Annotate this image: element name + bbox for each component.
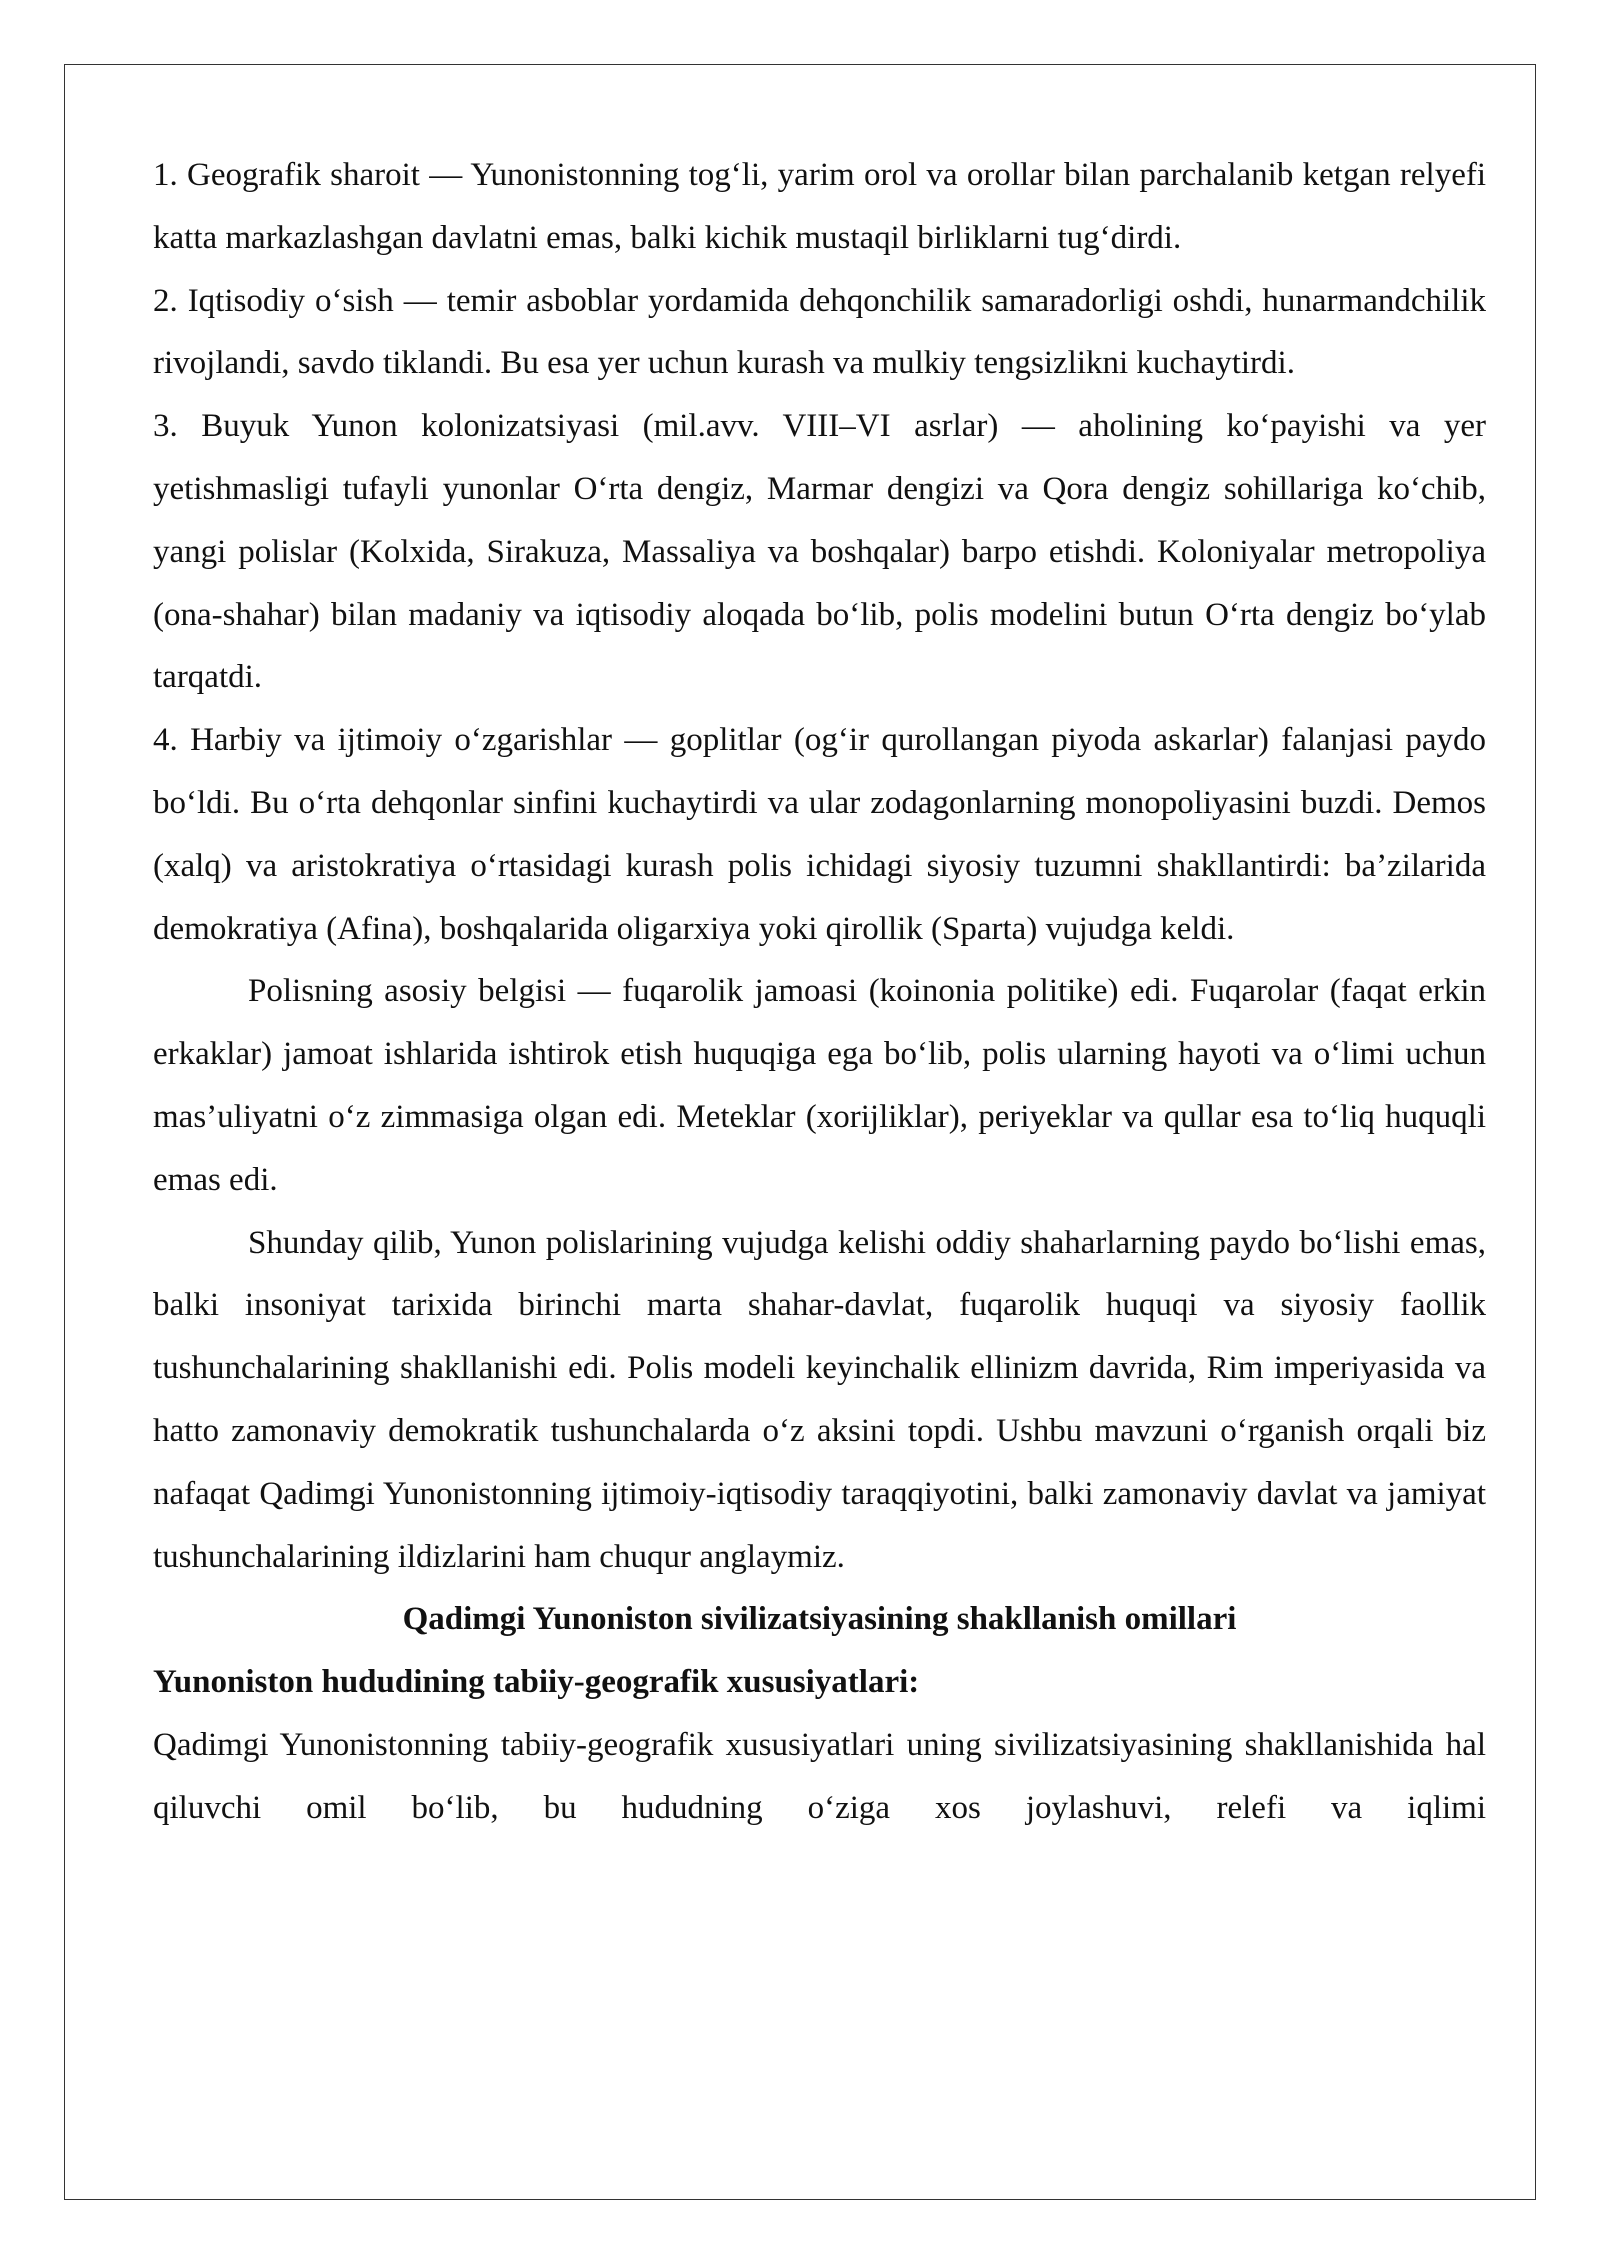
section-title: Qadimgi Yunoniston sivilizatsiyasining shakllanish omillari xyxy=(402,1601,1237,1638)
paragraph-military-social-changes: 4. Harbiy va ijtimoiy o‘zgarishlar — goplitlar (og‘ir qurollangan piyoda askarlar) falanjasi paydo bo‘ldi. Bu o‘rta dehqonlar sinfini kuchaytirdi va ular zodagonlarning monopoliyasini buzdi. Demos (xalq) va aristokratiya o‘rtasidagi kurash polis ichidagi siyosiy tuzumni shakllantirdi: ba’zilarida demokratiya (Afina), boshqalarida oligarxiya yoki qirollik (Sparta) vujudga keldi. xyxy=(153,722,1486,947)
paragraph-geographic-conditions: 1. Geografik sharoit — Yunonistonning tog‘li, yarim orol va orollar bilan parchalanib ketgan relyefi katta markazlashgan davlatni emas, balki kichik mustaqil birliklarni tug‘dirdi. xyxy=(153,157,1486,256)
paragraph-natural-geography: Qadimgi Yunonistonning tabiiy-geografik xususiyatlari uning sivilizatsiyasining shakllanishida hal qiluvchi omil bo‘lib, bu hududning o‘ziga xos joylashuvi, relefi va iqlimi xyxy=(153,1726,1486,1826)
paragraph-citizen-community: Polisning asosiy belgisi — fuqarolik jamoasi (koinonia politike) edi. Fuqarolar (faqat erkin erkaklar) jamoat ishlarida ishtirok etish huquqiga ega bo‘lib, polis ularning hayoti va o‘limi uchun mas’uliyatni o‘z zimmasiga olgan edi. Meteklar (xorijliklar), periyeklar va qullar esa to‘liq huquqli emas edi. xyxy=(153,973,1486,1198)
document-body xyxy=(153,144,1486,1840)
subsection-title: Yunoniston hududining tabiiy-geografik xususiyatlari: xyxy=(153,1664,920,1701)
paragraph-conclusion: Shunday qilib, Yunon polislarining vujudga kelishi oddiy shaharlarning paydo bo‘lishi emas, balki insoniyat tarixida birinchi marta shahar-davlat, fuqarolik huquqi va siyosiy faollik tushunchalarining shakllanishi edi. Polis modeli keyinchalik ellinizm davrida, Rim imperiyasida va hatto zamonaviy demokratik tushunchalarda o‘z aksini topdi. Ushbu mavzuni o‘rganish orqali biz nafaqat Qadimgi Yunonistonning ijtimoiy-iqtisodiy taraqqiyotini, balki zamonaviy davlat va jamiyat tushunchalarining ildizlarini ham chuqur anglaymiz. xyxy=(153,1224,1486,1575)
paragraph-colonization: 3. Buyuk Yunon kolonizatsiyasi (mil.avv. VIII–VI asrlar) — aholining ko‘payishi va yer yetishmasligi tufayli yunonlar O‘rta dengiz, Marmar dengizi va Qora dengiz sohillariga ko‘chib, yangi polislar (Kolxida, Sirakuza, Massaliya va boshqalar) barpo etishdi. Koloniyalar metropoliya (ona-shahar) bilan madaniy va iqtisodiy aloqada bo‘lib, polis modelini butun O‘rta dengiz bo‘ylab tarqatdi. xyxy=(153,408,1486,696)
paragraph-economic-growth: 2. Iqtisodiy o‘sish — temir asboblar yordamida dehqonchilik samaradorligi oshdi, hunarmandchilik rivojlandi, savdo tiklandi. Bu esa yer uchun kurash va mulkiy tengsizlikni kuchaytirdi. xyxy=(153,282,1486,382)
